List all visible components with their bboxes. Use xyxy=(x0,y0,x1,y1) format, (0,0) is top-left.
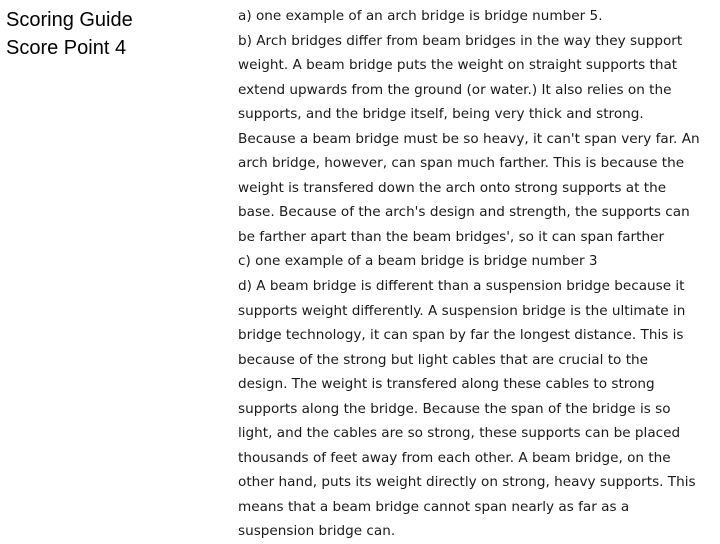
response-line: means that a beam bridge cannot span nearly as far as a xyxy=(238,498,630,515)
response-line: weight is transfered down the arch onto strong supports at the xyxy=(238,179,667,196)
response-line: supports, and the bridge itself, being very thick and strong. xyxy=(238,106,644,123)
response-line: thousands of feet away from each other. A beam bridge, on the xyxy=(238,449,671,466)
response-line: supports along the bridge. Because the span of the bridge is so xyxy=(238,400,671,417)
response-line: suspension bridge can. xyxy=(238,523,396,540)
response-line: weight. A beam bridge puts the weight on straight supports that xyxy=(238,57,678,74)
response-line: other hand, puts its weight directly on strong, heavy supports. This xyxy=(238,474,696,491)
response-line: supports weight differently. A suspension bridge is the ultimate in xyxy=(238,302,686,319)
response-line: Because a beam bridge must be so heavy, it can't span very far. An xyxy=(238,130,700,147)
response-line: because of the strong but light cables that are crucial to the xyxy=(238,351,649,368)
response-line: bridge technology, it can span by far the longest distance. This is xyxy=(238,327,684,344)
response-line: arch bridge, however, can span much farther. This is because the xyxy=(238,155,685,172)
response-line: be farther apart than the beam bridges', so it can span farther xyxy=(238,228,665,245)
response-line: light, and the cables are so strong, these supports can be placed xyxy=(238,425,681,442)
response-line: a) one example of an arch bridge is bridge number 5. xyxy=(238,8,603,24)
student-response xyxy=(238,4,713,544)
response-line: base. Because of the arch's design and strength, the supports can xyxy=(238,204,690,221)
response-line: d) A beam bridge is different than a suspension bridge because it xyxy=(238,278,685,295)
response-line: c) one example of a beam bridge is bridge number 3 xyxy=(238,253,598,270)
response-line: design. The weight is transfered along these cables to strong xyxy=(238,376,655,393)
response-line: b) Arch bridges differ from beam bridges in the way they support xyxy=(238,32,683,49)
scoring-guide-title: Scoring Guide xyxy=(6,9,133,31)
score-point-label: Score Point 4 xyxy=(6,37,127,59)
scoring-guide-heading xyxy=(6,6,133,62)
response-line: extend upwards from the ground (or water.) It also relies on the xyxy=(238,81,672,98)
